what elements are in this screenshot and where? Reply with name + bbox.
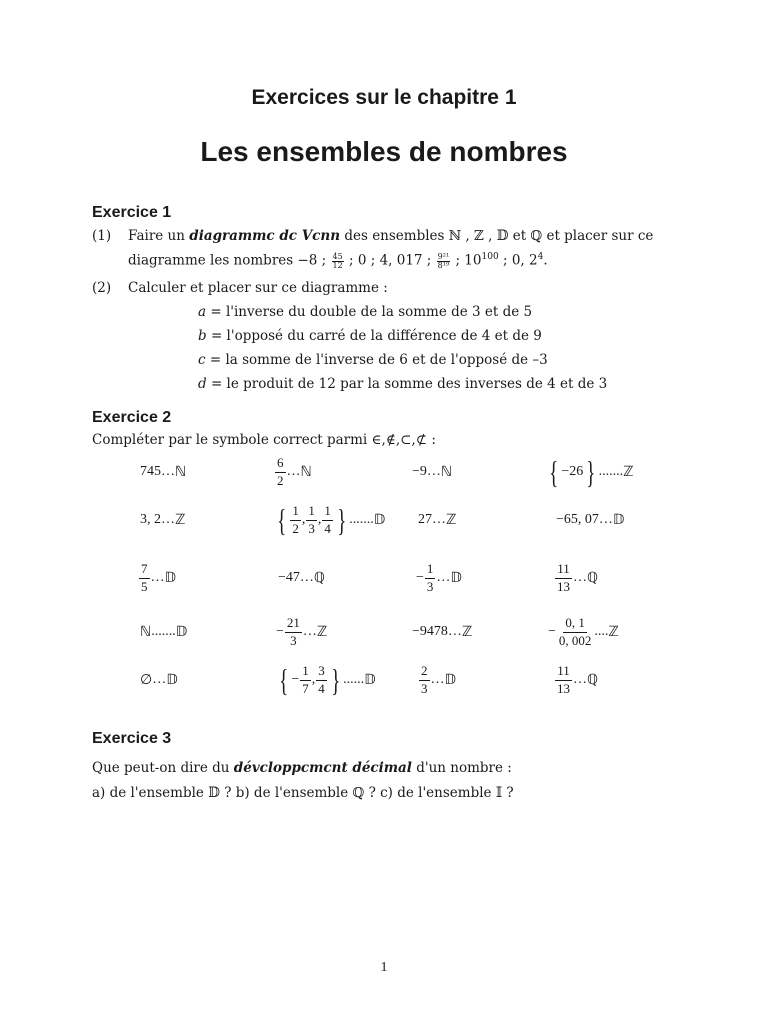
numerator: 1 — [322, 504, 333, 520]
dots: … — [447, 624, 462, 639]
dots: … — [302, 624, 317, 639]
power-02-base: ; 0, 2 — [502, 252, 538, 269]
set-symbol: ℕ — [175, 464, 187, 480]
numerator: 11 — [555, 562, 572, 578]
definition-a — [198, 304, 532, 320]
denominator: 0, 002 — [558, 632, 592, 648]
denominator: 13 — [557, 578, 570, 594]
definition-b — [198, 328, 542, 344]
numerator: 7 — [139, 562, 150, 578]
denominator: 3 — [308, 520, 315, 536]
dots: ....... — [598, 464, 624, 479]
open-brace: { — [549, 454, 559, 490]
exercise-3-subquestions: a) de l'ensemble 𝔻 ? b) de l'ensemble ℚ ? c) de l'ensemble 𝕀 ? — [92, 785, 514, 801]
fraction — [285, 616, 302, 648]
exercise-2-intro: Compléter par le symbole correct parmi ∈,∉,⊂,⊄ : — [92, 432, 436, 448]
item-1-emphasis: diagrammc dc Vcnn — [189, 228, 341, 244]
numerator: 3 — [316, 664, 327, 680]
exercise-2-r2-c1 — [140, 506, 185, 534]
set-symbol: ℕ — [300, 464, 312, 480]
close-brace: } — [330, 662, 341, 698]
dots: … — [426, 464, 441, 479]
denominator: 3 — [426, 578, 434, 594]
definition-text: = le produit de 12 par la somme des inverses de 4 et de 3 — [210, 376, 608, 392]
numerator: 1 — [306, 504, 317, 520]
sign: − — [276, 624, 284, 639]
set-symbol: ℚ — [313, 570, 325, 586]
denominator: 4 — [318, 680, 325, 696]
numerator: 1 — [300, 664, 311, 680]
fraction-45-12 — [332, 253, 344, 270]
numerator: 6 — [275, 456, 286, 472]
set-symbol: 𝔻 — [444, 672, 456, 688]
dots: ....... — [151, 624, 176, 639]
value: 3, 2 — [140, 512, 161, 527]
fraction — [425, 562, 436, 594]
definition-variable: d — [198, 376, 207, 392]
value: −26 — [561, 464, 584, 479]
dots: … — [573, 672, 587, 687]
set-symbol: ℤ — [608, 624, 619, 640]
dots: .... — [594, 624, 609, 639]
dots: … — [430, 672, 445, 687]
exercise-2-r1-c3 — [412, 458, 452, 486]
page-title: Les ensembles de nombres — [200, 136, 568, 167]
set-symbol: ℤ — [461, 624, 473, 640]
definition-variable: b — [198, 328, 207, 344]
fraction-numerator: 9²¹ — [437, 251, 450, 261]
close-brace: } — [586, 454, 596, 490]
exercise-2-r2-c4 — [556, 506, 624, 534]
numerator: 11 — [555, 664, 572, 680]
sign: − — [416, 570, 424, 585]
comma: , — [311, 672, 316, 687]
definition-variable: a — [198, 304, 207, 320]
dots: ...... — [343, 672, 365, 687]
set-symbol: 𝔻 — [364, 672, 376, 688]
denominator: 2 — [292, 520, 299, 536]
fraction-denominator: 8¹⁹ — [437, 260, 450, 270]
set-symbol: ℤ — [175, 512, 186, 528]
denominator: 3 — [421, 680, 428, 696]
value: 745 — [140, 464, 161, 479]
exercise-1-item-1-line-2 — [128, 252, 548, 270]
close-brace: } — [336, 502, 347, 538]
sign: − — [291, 672, 300, 687]
fraction — [290, 504, 301, 536]
exercise-2-r1-c1 — [140, 458, 186, 486]
denominator: 7 — [302, 680, 309, 696]
comma: , — [301, 512, 306, 527]
exercise-1-item-1-line-1 — [128, 228, 653, 244]
open-brace: { — [279, 662, 289, 698]
question-emphasis: dévcloppcmcnt décimal — [233, 760, 412, 776]
dots: … — [299, 570, 314, 585]
exercise-2-r5-c1 — [140, 666, 178, 694]
question-post: d'un nombre : — [416, 760, 512, 776]
exercise-2-r3-c3 — [416, 558, 462, 598]
item-1-line2-pre: diagramme les nombres −8 ; — [128, 252, 327, 269]
exercise-1-heading: Exercice 1 — [92, 204, 172, 221]
set-symbol: ℤ — [623, 464, 634, 480]
fraction — [306, 504, 317, 536]
set-symbol: ℕ — [440, 464, 453, 480]
exercise-2-r1-c4 — [546, 455, 634, 489]
set-symbol: ℤ — [316, 624, 328, 640]
comma: , — [317, 512, 322, 527]
numerator: 1 — [290, 504, 301, 520]
exercise-2-r4-c2 — [276, 612, 327, 652]
item-1-line2-mid: ; 0 ; 4, 017 ; — [349, 252, 432, 269]
exercise-3-heading: Exercice 3 — [92, 730, 172, 747]
power-02-exponent: 4 — [537, 252, 544, 262]
exercise-2-r4-c3 — [412, 618, 472, 646]
dots: … — [436, 570, 451, 585]
set-symbol: 𝔻 — [612, 512, 625, 528]
dots: ....... — [349, 512, 374, 527]
exercise-2-r3-c1 — [138, 558, 176, 598]
numerator: 2 — [419, 664, 430, 680]
denominator: 4 — [324, 520, 331, 536]
dots: … — [598, 512, 613, 527]
exercise-2-r3-c2 — [278, 564, 325, 592]
item-1-text-pre: Faire un — [128, 228, 185, 244]
dots: … — [432, 512, 446, 527]
numerator: 21 — [285, 616, 302, 632]
empty-set-symbol: ∅ — [140, 672, 153, 688]
exercise-2-r4-c4 — [548, 612, 619, 652]
dots: … — [161, 512, 175, 527]
value: −47 — [278, 570, 300, 585]
dots: … — [161, 464, 175, 479]
set-symbol: 𝔻 — [373, 512, 386, 528]
page-number: 1 — [380, 960, 388, 975]
dots: … — [150, 570, 165, 585]
exercise-1-item-2-number: (2) — [92, 280, 112, 296]
value: −9478 — [412, 624, 448, 639]
exercise-2-r2-c2 — [274, 498, 385, 542]
fraction — [322, 504, 333, 536]
value: −9 — [412, 464, 427, 479]
dots: … — [573, 570, 587, 585]
fraction — [275, 456, 286, 488]
exercise-3-question — [92, 760, 512, 776]
denominator: 13 — [557, 680, 570, 696]
fraction-denominator: 12 — [332, 260, 343, 270]
denominator: 5 — [141, 578, 148, 594]
fraction-numerator: 45 — [332, 251, 343, 261]
set-symbol: ℚ — [587, 672, 599, 688]
open-brace: { — [277, 502, 287, 538]
item-1-text-post: des ensembles ℕ , ℤ , 𝔻 et ℚ et placer sur ce — [344, 228, 654, 244]
definition-c — [198, 352, 548, 368]
exercise-2-r1-c2 — [274, 452, 312, 492]
set-symbol: 𝔻 — [450, 570, 462, 586]
set-symbol: 𝔻 — [166, 672, 178, 688]
dots: … — [152, 672, 167, 687]
fraction — [557, 616, 594, 648]
sign: − — [548, 624, 556, 639]
definition-d — [198, 376, 607, 392]
exercise-1-item-2-text: Calculer et placer sur ce diagramme : — [128, 280, 388, 296]
exercise-2-r3-c4 — [554, 558, 598, 598]
numerator: 0, 1 — [563, 616, 587, 632]
denominator: 2 — [277, 472, 284, 488]
question-pre: Que peut-on dire du — [92, 760, 230, 776]
set-symbol: ℚ — [587, 570, 599, 586]
power-10-exponent: 100 — [481, 252, 499, 262]
set-symbol: 𝔻 — [164, 570, 176, 586]
exercise-2-r5-c2 — [276, 658, 376, 702]
value: −65, 07 — [556, 512, 599, 527]
definition-variable: c — [198, 352, 206, 368]
set-symbol: 𝔻 — [175, 624, 188, 640]
definition-text: = l'opposé du carré de la différence de 4 et de 9 — [210, 328, 542, 344]
set-symbol: ℤ — [446, 512, 457, 528]
exercise-2-r2-c3 — [418, 506, 456, 534]
fraction — [316, 664, 327, 696]
exercise-2-r4-c1 — [140, 618, 187, 646]
set-symbol: ℕ — [140, 624, 152, 640]
exercise-1-item-1-number: (1) — [92, 228, 112, 244]
fraction — [555, 562, 572, 594]
fraction — [300, 664, 311, 696]
denominator: 3 — [290, 632, 297, 648]
fraction — [555, 664, 572, 696]
item-1-line2-end: . — [543, 252, 548, 269]
numerator: 1 — [425, 562, 436, 578]
power-10-base: ; 10 — [455, 252, 482, 269]
fraction — [419, 664, 430, 696]
definition-text: = la somme de l'inverse de 6 et de l'opposé de –3 — [209, 352, 548, 368]
value: 27 — [418, 512, 432, 527]
fraction-9-21-8-19 — [437, 253, 451, 270]
exercise-2-r5-c4 — [554, 660, 598, 700]
definition-text: = l'inverse du double de la somme de 3 et de 5 — [210, 304, 533, 320]
chapter-title: Exercices sur le chapitre 1 — [251, 86, 517, 109]
exercise-2-r5-c3 — [418, 660, 456, 700]
dots: … — [286, 464, 301, 479]
exercise-2-heading: Exercice 2 — [92, 409, 172, 426]
fraction — [139, 562, 150, 594]
